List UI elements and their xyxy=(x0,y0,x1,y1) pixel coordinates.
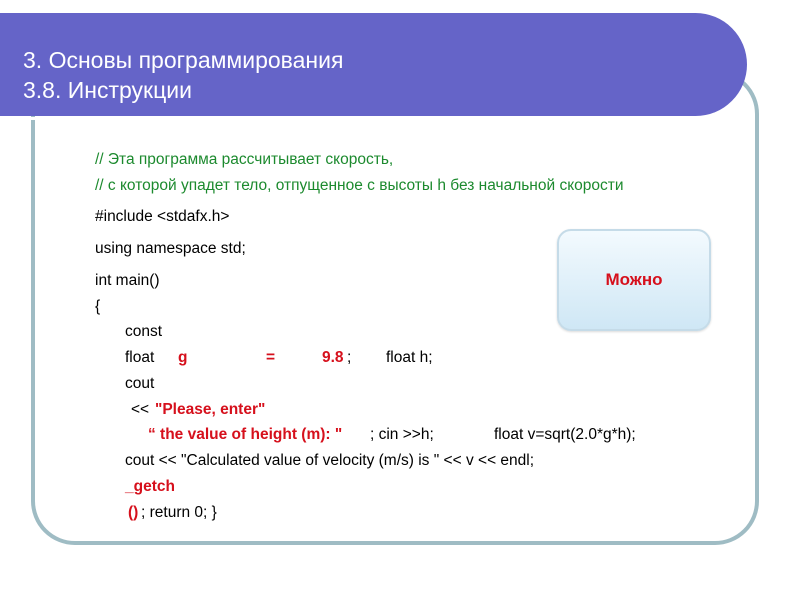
slide-title: 3. Основы программирования xyxy=(23,47,344,73)
code-using-line: using namespace std; xyxy=(95,240,246,257)
code-float-h: float h; xyxy=(386,349,433,366)
mozhno-badge xyxy=(557,229,711,331)
code-comment-line-2: // с которой упадет тело, отпущенное с высоты h без начальной скорости xyxy=(95,177,624,194)
code-include-line: #include <stdafx.h> xyxy=(95,208,230,225)
code-comment-line-1: // Эта программа рассчитывает скорость, xyxy=(95,151,394,168)
code-parens: () xyxy=(128,504,139,521)
code-g-value: 9.8 xyxy=(322,349,344,366)
header-divider xyxy=(0,117,707,120)
code-g-variable: g xyxy=(178,349,188,366)
badge-label: Можно xyxy=(605,270,663,289)
code-equals-sign: = xyxy=(266,349,276,366)
slide-header xyxy=(0,13,747,116)
code-cin-statement: ; cin >>h; xyxy=(370,426,434,443)
code-float-v-statement: float v=sqrt(2.0*g*h); xyxy=(494,426,636,443)
code-const-line: const xyxy=(125,323,163,340)
code-getch-line: _getch xyxy=(125,478,175,495)
code-height-prompt-string: “ the value of height (m): " xyxy=(148,426,343,443)
code-please-enter-string: "Please, enter" xyxy=(155,401,266,418)
code-cout-line: cout xyxy=(125,375,155,392)
slide-subtitle: 3.8. Инструкции xyxy=(23,77,192,103)
code-float-keyword: float xyxy=(125,349,155,366)
code-brace-open: { xyxy=(95,298,101,315)
code-return-statement: ; return 0; } xyxy=(141,504,217,521)
code-cout-velocity-line: cout << "Calculated value of velocity (m/s) is " << v << endl; xyxy=(125,452,535,469)
code-insert-operator: << xyxy=(131,401,150,418)
code-semicolon: ; xyxy=(347,349,352,366)
code-main-line: int main() xyxy=(95,272,160,289)
